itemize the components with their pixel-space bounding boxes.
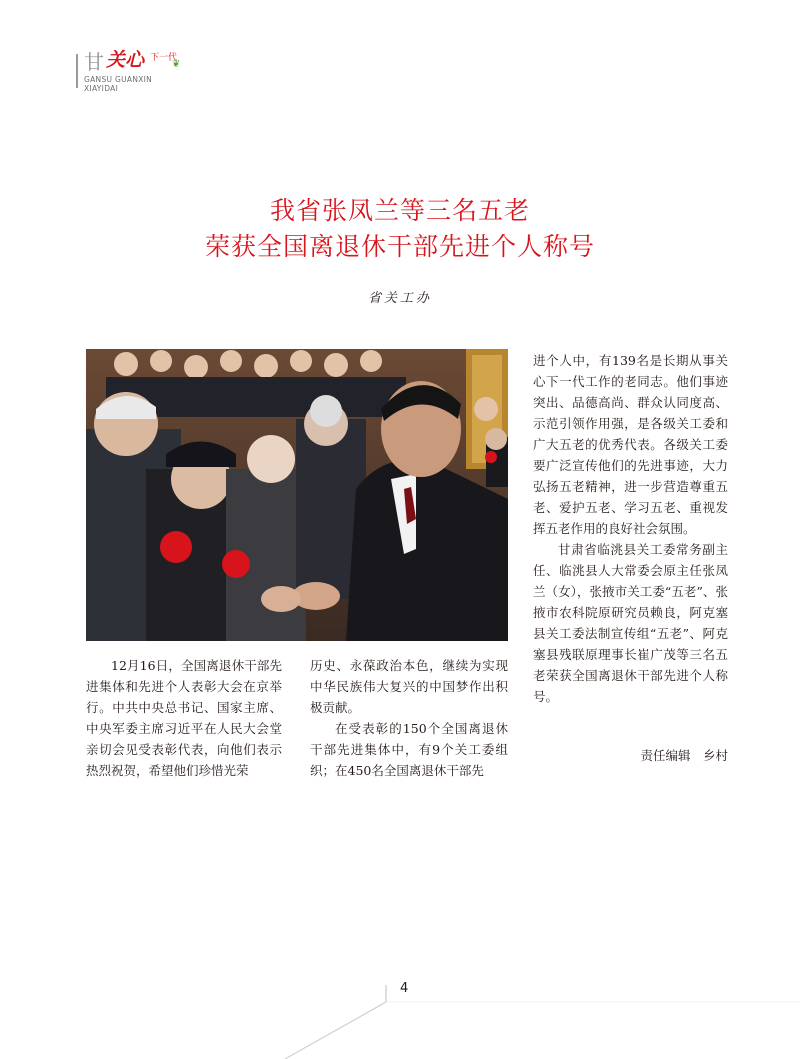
logo-divider [76, 54, 78, 88]
logo-gan-char: 甘 [84, 50, 104, 74]
article-title-line1: 我省张凤兰等三名五老 [269, 196, 530, 225]
sprout-icon: ❦ [172, 59, 181, 70]
article-title-line2: 荣获全国离退休干部先进个人称号 [204, 232, 595, 261]
magazine-logo [76, 50, 216, 110]
article-photo [86, 349, 508, 641]
paragraph: 在受表彰的150个全国离退休干部先进集体中，有9个关工委组织；在450名全国离退休干部先 [310, 721, 508, 778]
paragraph: 进个人中，有139名是长期从事关心下一代工作的老同志。他们事迹突出、品德高尚、群众认同度高、示范引领作用强，是各级关工委和广大五老的优秀代表。各级关工委要广泛宣传他们的先进事迹，大力弘扬五老精神，进一步营造尊重五老、爱护五老、学习五老、重视发挥五老作用的良好社会氛围。 [533, 353, 728, 536]
article-author: 省关工办 [367, 291, 432, 306]
logo-english-line2: XIAYIDAI [84, 84, 119, 93]
paragraph: 12月16日，全国离退休干部先进集体和先进个人表彰大会在京举行。中共中央总书记、国家主席、中央军委主席习近平在人民大会堂亲切会见受表彰代表，向他们表示热烈祝贺，希望他们珍惜光荣 [86, 658, 282, 778]
page-number: 4 [400, 981, 409, 996]
logo-english-line1: GANSU GUANXIN [84, 75, 153, 84]
handshake-photo-illustration [86, 349, 508, 641]
text-column-2 [310, 655, 508, 781]
logo-guanxin-text: 关心 [106, 49, 145, 71]
paragraph: 甘肃省临洮县关工委常务副主任、临洮县人大常委会原主任张凤兰（女），张掖市关工委“五老”、张掖市农科院原研究员赖良，阿克塞县关工委法制宣传组“五老”、阿克塞县残联原理事长崔广茂等三名五老荣获全国离退休干部先进个人称号。 [533, 542, 728, 704]
responsible-editor: 责任编辑 乡村 [640, 748, 728, 763]
logo-xiayidai-text: 下一代 [150, 53, 178, 63]
text-column-3 [533, 350, 728, 707]
text-column-1 [86, 655, 282, 781]
paragraph: 历史、永葆政治本色，继续为实现中华民族伟大复兴的中国梦作出积极贡献。 [310, 658, 508, 715]
